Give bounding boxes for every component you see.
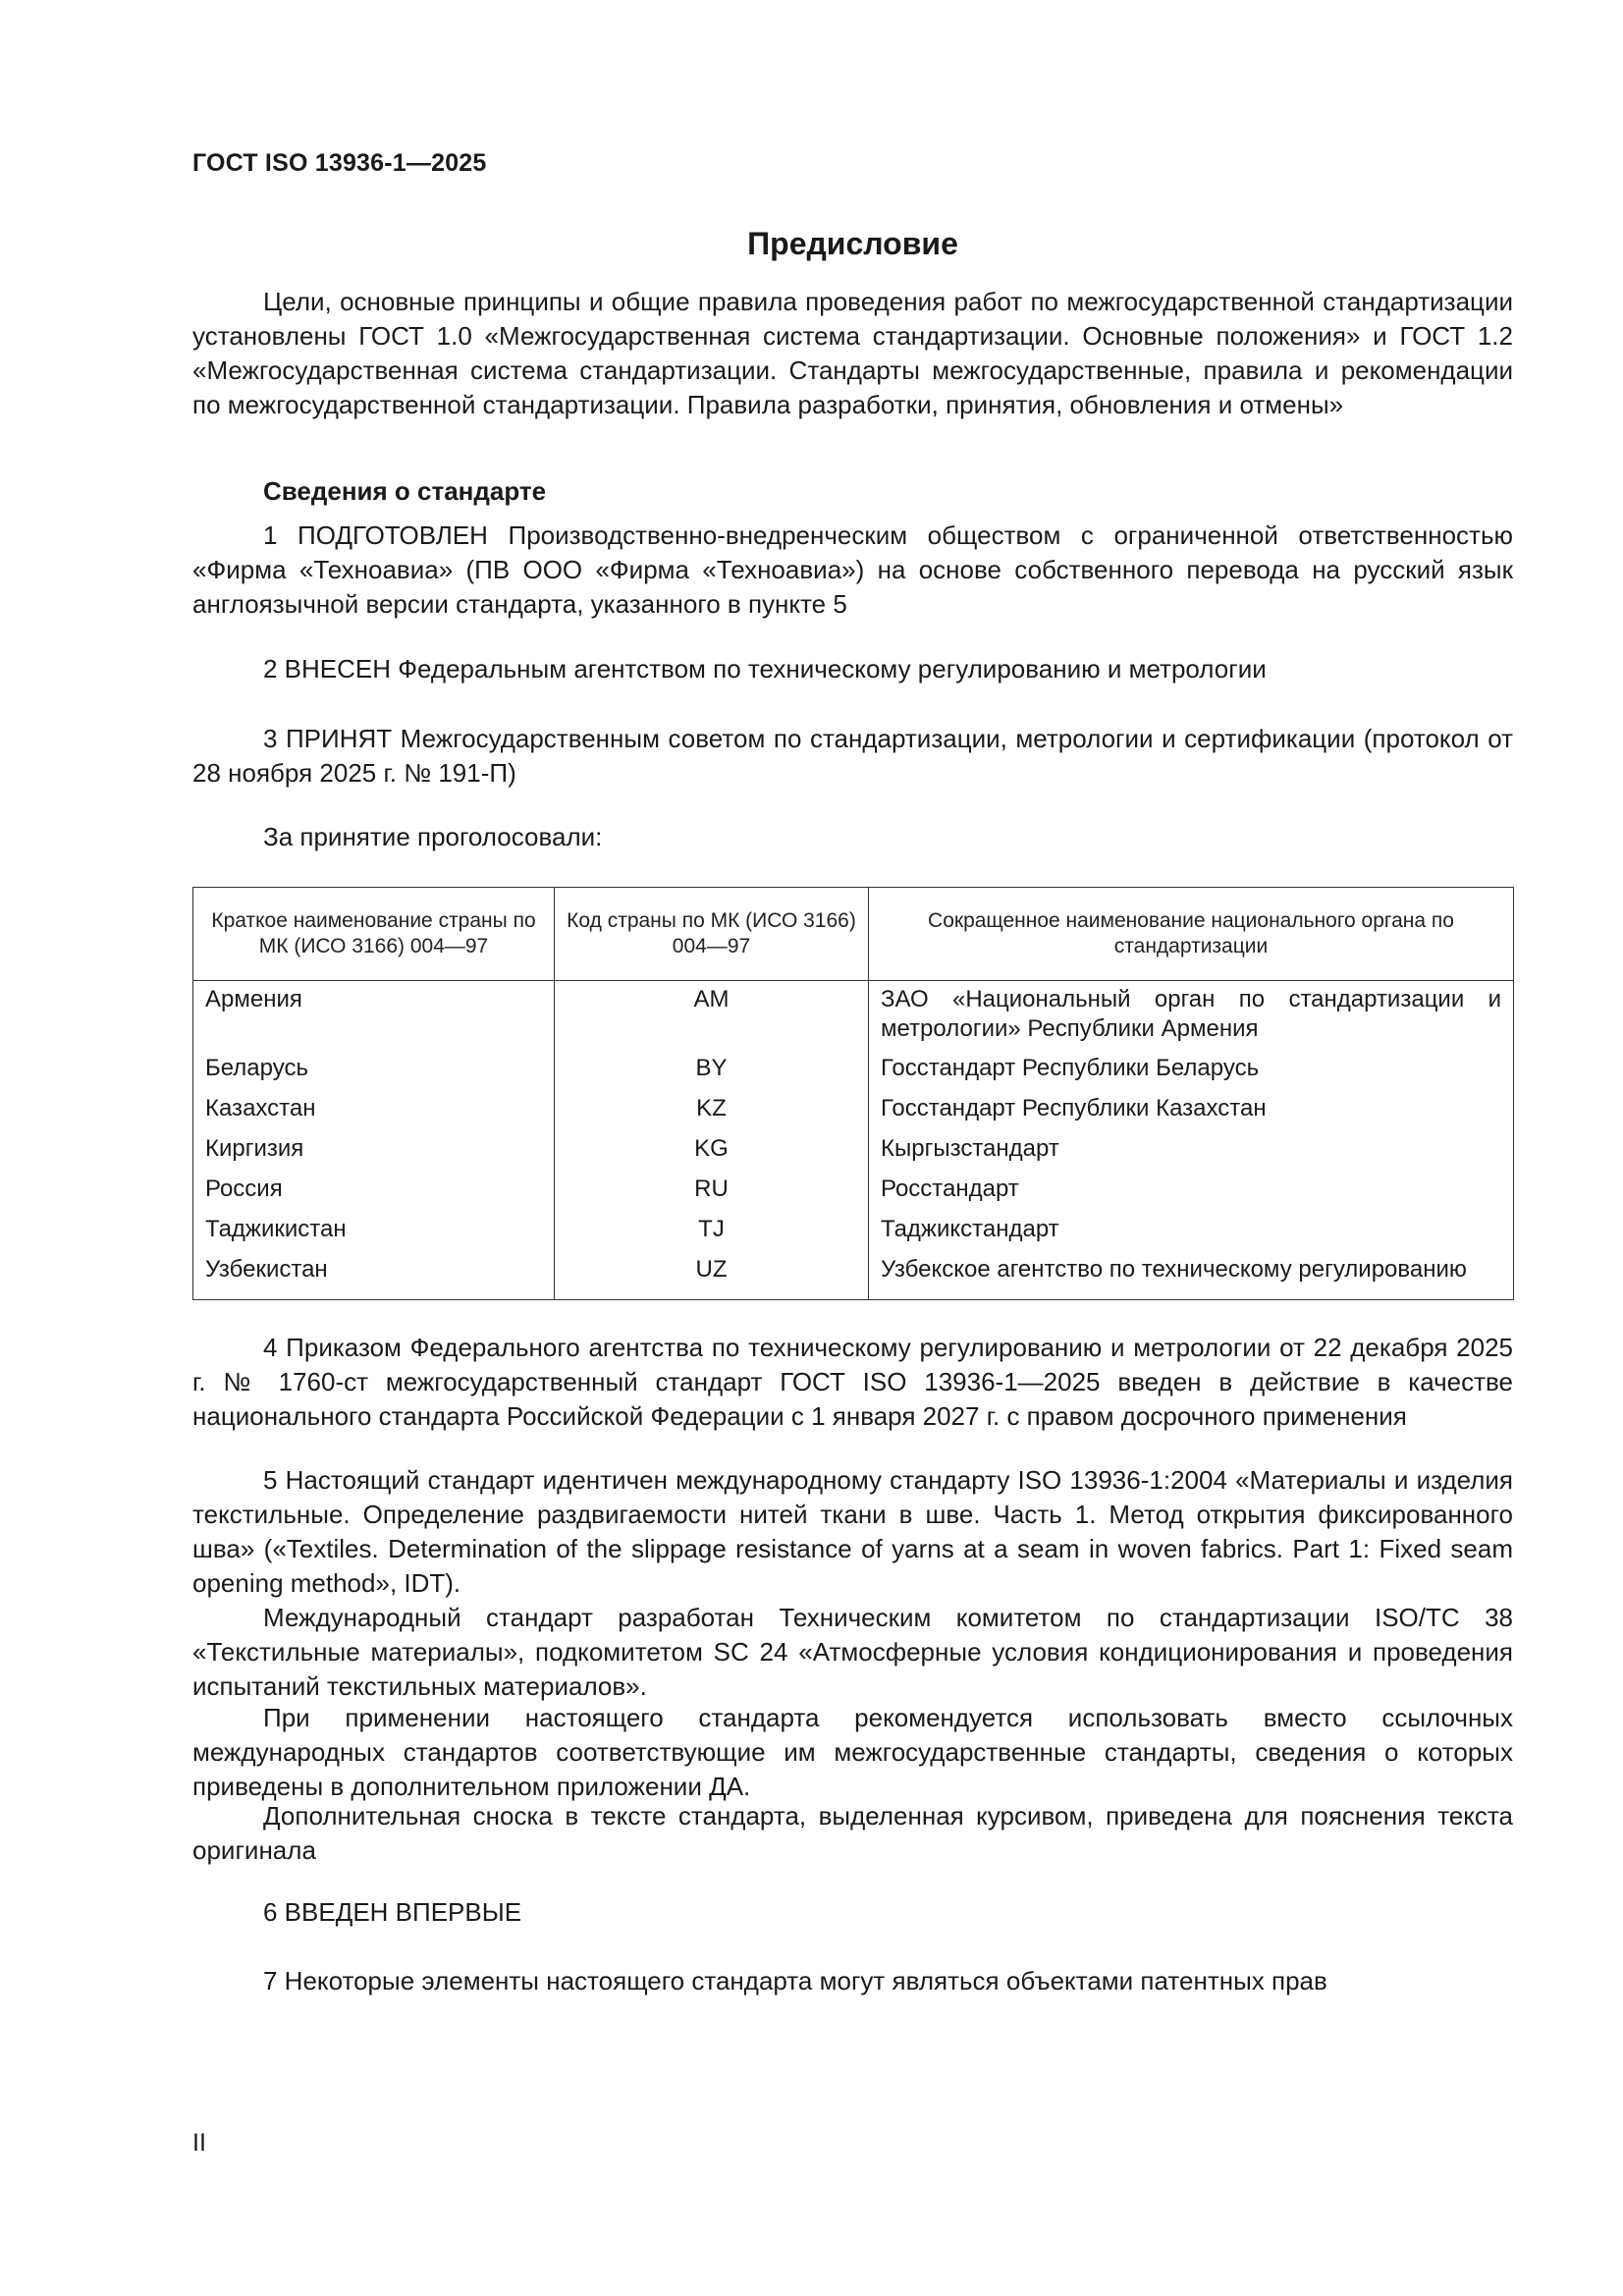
column-header-code: Код страны по МК (ИСО 3166) 004—97 — [555, 888, 869, 981]
page-title: Предисловие — [747, 226, 958, 261]
country-cell: Армения — [193, 981, 555, 1055]
intro-paragraph: Цели, основные принципы и общие правила проведения работ по межгосударственной стандартизации установлены ГОСТ 1.0 «Межгосударственная система стандартизации. Основные положения» и ГОСТ 1.2 «Межгосударственная система стандартизации. Стандарты межгосударственные, правила и рекомендации по межгосударственной стандартизации. Правила разработки, принятия, обновления и отмены» — [192, 287, 1513, 419]
page-number: II — [192, 2129, 206, 2157]
country-cell: Казахстан — [193, 1094, 555, 1134]
code-cell: AM — [555, 981, 869, 1055]
organization-cell: ЗАО «Национальный орган по стандартизации и метрологии» Республики Армения — [869, 981, 1514, 1055]
item-4-paragraph: 4 Приказом Федерального агентства по техническому регулированию и метрологии от 22 декабря 2025 г. № 1760-ст межгосударственный стандарт ГОСТ ISO 13936-1—2025 введен в действие в качестве национального стандарта Российской Федерации с 1 января 2027 г. с правом досрочного применения — [192, 1333, 1513, 1431]
code-cell: KG — [555, 1134, 869, 1175]
item-5-references-paragraph: При применении настоящего стандарта рекомендуется использовать вместо ссылочных международных стандартов соответствующие им межгосударственные стандарты, сведения о которых приведены в дополнительном приложении ДА. — [192, 1703, 1513, 1801]
item-3-paragraph: 3 ПРИНЯТ Межгосударственным советом по стандартизации, метрологии и сертификации (протокол от 28 ноября 2025 г. № 191-П) — [192, 724, 1513, 788]
item-5-paragraph: 5 Настоящий стандарт идентичен международному стандарту ISO 13936-1:2004 «Материалы и изделия текстильные. Определение раздвигаемости нитей ткани в шве. Часть 1. Метод открытия фиксированного шва» («Textiles. Determination of the slippage resistance of yarns at a seam in woven fabrics. Part 1: Fixed seam opening method», IDT). — [192, 1465, 1513, 1598]
code-cell: KZ — [555, 1094, 869, 1134]
table-row — [193, 1134, 1514, 1175]
table-row — [193, 1215, 1514, 1255]
code-cell: TJ — [555, 1215, 869, 1255]
item-6-paragraph: 6 ВВЕДЕН ВПЕРВЫЕ — [263, 1897, 522, 1927]
organization-cell: Росстандарт — [869, 1175, 1514, 1215]
table-row — [193, 1054, 1514, 1094]
document-code-header: ГОСТ ISO 13936-1—2025 — [192, 149, 487, 177]
table-row — [193, 981, 1514, 1055]
country-cell: Узбекистан — [193, 1255, 555, 1300]
organization-cell: Таджикстандарт — [869, 1215, 1514, 1255]
country-cell: Беларусь — [193, 1054, 555, 1094]
country-cell: Киргизия — [193, 1134, 555, 1175]
item-2-paragraph: 2 ВНЕСЕН Федеральным агентством по техническому регулированию и метрологии — [263, 654, 1267, 683]
column-header-organization: Сокращенное наименование национального органа по стандартизации — [869, 888, 1514, 981]
info-heading: Сведения о стандарте — [263, 476, 547, 506]
organization-cell: Узбекское агентство по техническому регулированию — [869, 1255, 1514, 1300]
table-row — [193, 1175, 1514, 1215]
code-cell: RU — [555, 1175, 869, 1215]
item-5-footnote-paragraph: Дополнительная сноска в тексте стандарта, выделенная курсивом, приведена для пояснения текста оригинала — [192, 1801, 1513, 1865]
item-5-committee-paragraph: Международный стандарт разработан Техническим комитетом по стандартизации ISO/TC 38 «Текстильные материалы», подкомитетом SC 24 «Атмосферные условия кондиционирования и проведения испытаний текстильных материалов». — [192, 1603, 1513, 1701]
column-header-country: Краткое наименование страны по МК (ИСО 3166) 004—97 — [193, 888, 555, 981]
item-7-paragraph: 7 Некоторые элементы настоящего стандарта могут являться объектами патентных прав — [263, 1966, 1327, 1995]
country-cell: Таджикистан — [193, 1215, 555, 1255]
table-row — [193, 1094, 1514, 1134]
document-page — [192, 0, 1513, 2296]
country-cell: Россия — [193, 1175, 555, 1215]
code-cell: UZ — [555, 1255, 869, 1300]
voting-countries-table — [192, 887, 1514, 1300]
code-cell: BY — [555, 1054, 869, 1094]
table-header-row — [193, 888, 1514, 981]
item-1-paragraph: 1 ПОДГОТОВЛЕН Производственно-внедренческим обществом с ограниченной ответственностью «Фирма «Техноавиа» (ПВ ООО «Фирма «Техноавиа») на основе собственного перевода на русский язык англоязычной версии стандарта, указанного в пункте 5 — [192, 520, 1513, 619]
organization-cell: Госстандарт Республики Казахстан — [869, 1094, 1514, 1134]
table-row — [193, 1255, 1514, 1300]
organization-cell: Госстандарт Республики Беларусь — [869, 1054, 1514, 1094]
voted-label: За принятие проголосовали: — [263, 822, 603, 851]
organization-cell: Кыргызстандарт — [869, 1134, 1514, 1175]
